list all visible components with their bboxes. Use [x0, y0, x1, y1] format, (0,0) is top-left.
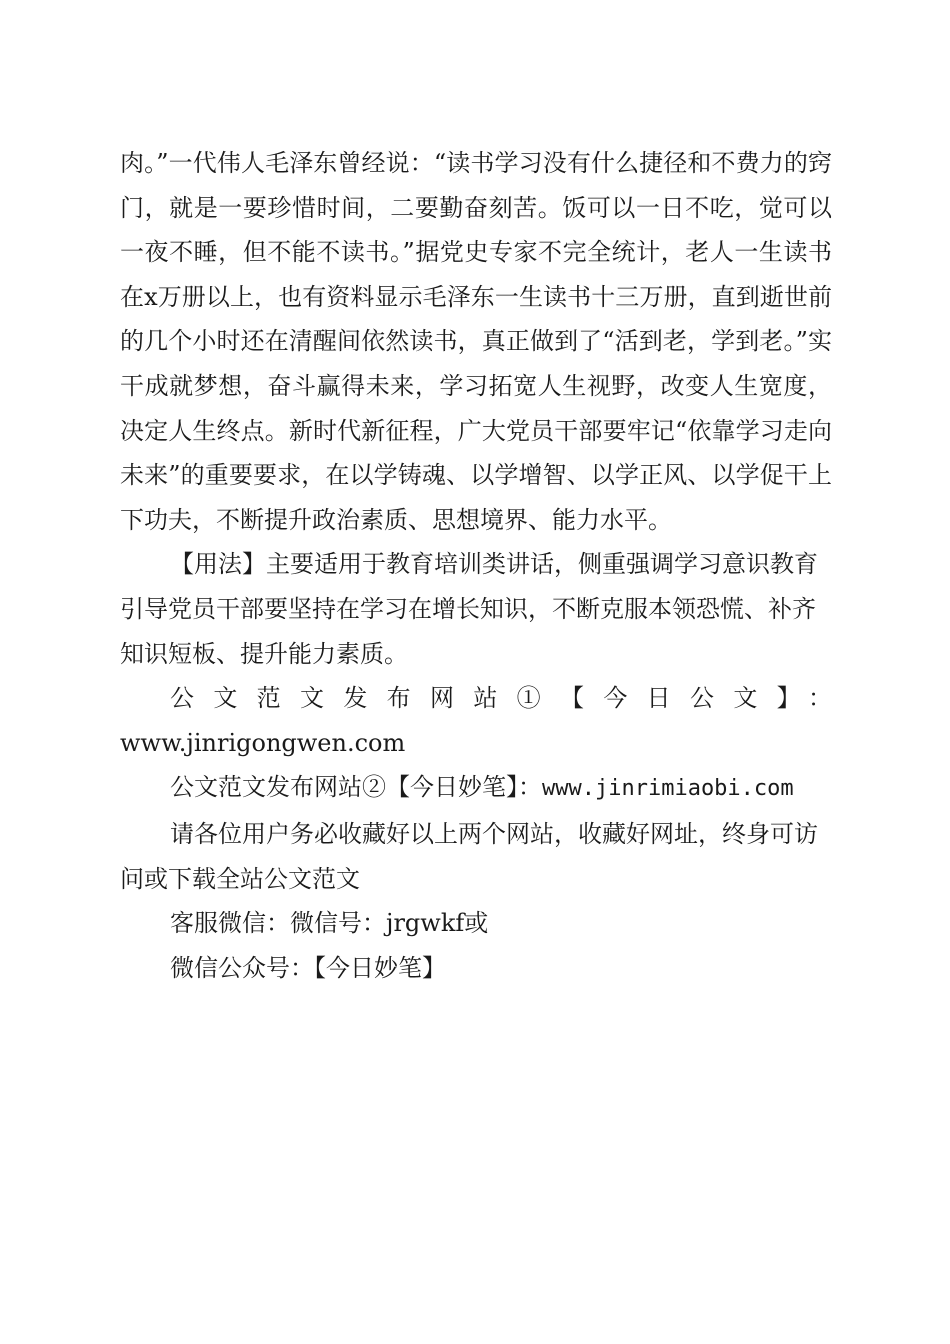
notice-paragraph: 请各位用户务必收藏好以上两个网站，收藏好网址，终身可访问或下载全站公文范文	[120, 819, 818, 893]
site2-url: www.jinrimiaobi.com	[542, 776, 794, 802]
site1-label: 公文范文发布网站①【今日公文】：	[170, 684, 832, 713]
site2-line	[120, 765, 832, 812]
main-paragraph: 肉。”一代伟人毛泽东曾经说：“读书学习没有什么捷径和不费力的窍门，就是一要珍惜时间，二要勤奋刻苦。饭可以一日不吃，觉可以一夜不睡，但不能不读书。”据党史专家不完全统计，老人一生读书在x万册以上，也有资料显示毛泽东一生读书十三万册，直到逝世前的几个小时还在清醒间依然读书，真正做到了“活到老，学到老。”实干成就梦想，奋斗赢得未来，学习拓宽人生视野，改变人生宽度，决定人生终点。新时代新征程，广大党员干部要牢记“依靠学习走向未来”的重要要求，在以学铸魂、以学增智、以学正风、以学促干上下功夫，不断提升政治素质、思想境界、能力水平。	[120, 149, 832, 534]
document-body	[120, 141, 832, 990]
usage-paragraph: 【用法】主要适用于教育培训类讲话，侧重强调学习意识教育引导党员干部要坚持在学习在增长知识，不断克服本领恐慌、补齐知识短板、提升能力素质。	[120, 550, 818, 668]
service-line: 客服微信：微信号：jrgwkf或	[170, 909, 489, 938]
site1-url: www.jinrigongwen.com	[120, 728, 406, 757]
site2-label: 公文范文发布网站②【今日妙笔】：	[170, 773, 542, 802]
official-account-line: 微信公众号：【今日妙笔】	[170, 953, 446, 982]
